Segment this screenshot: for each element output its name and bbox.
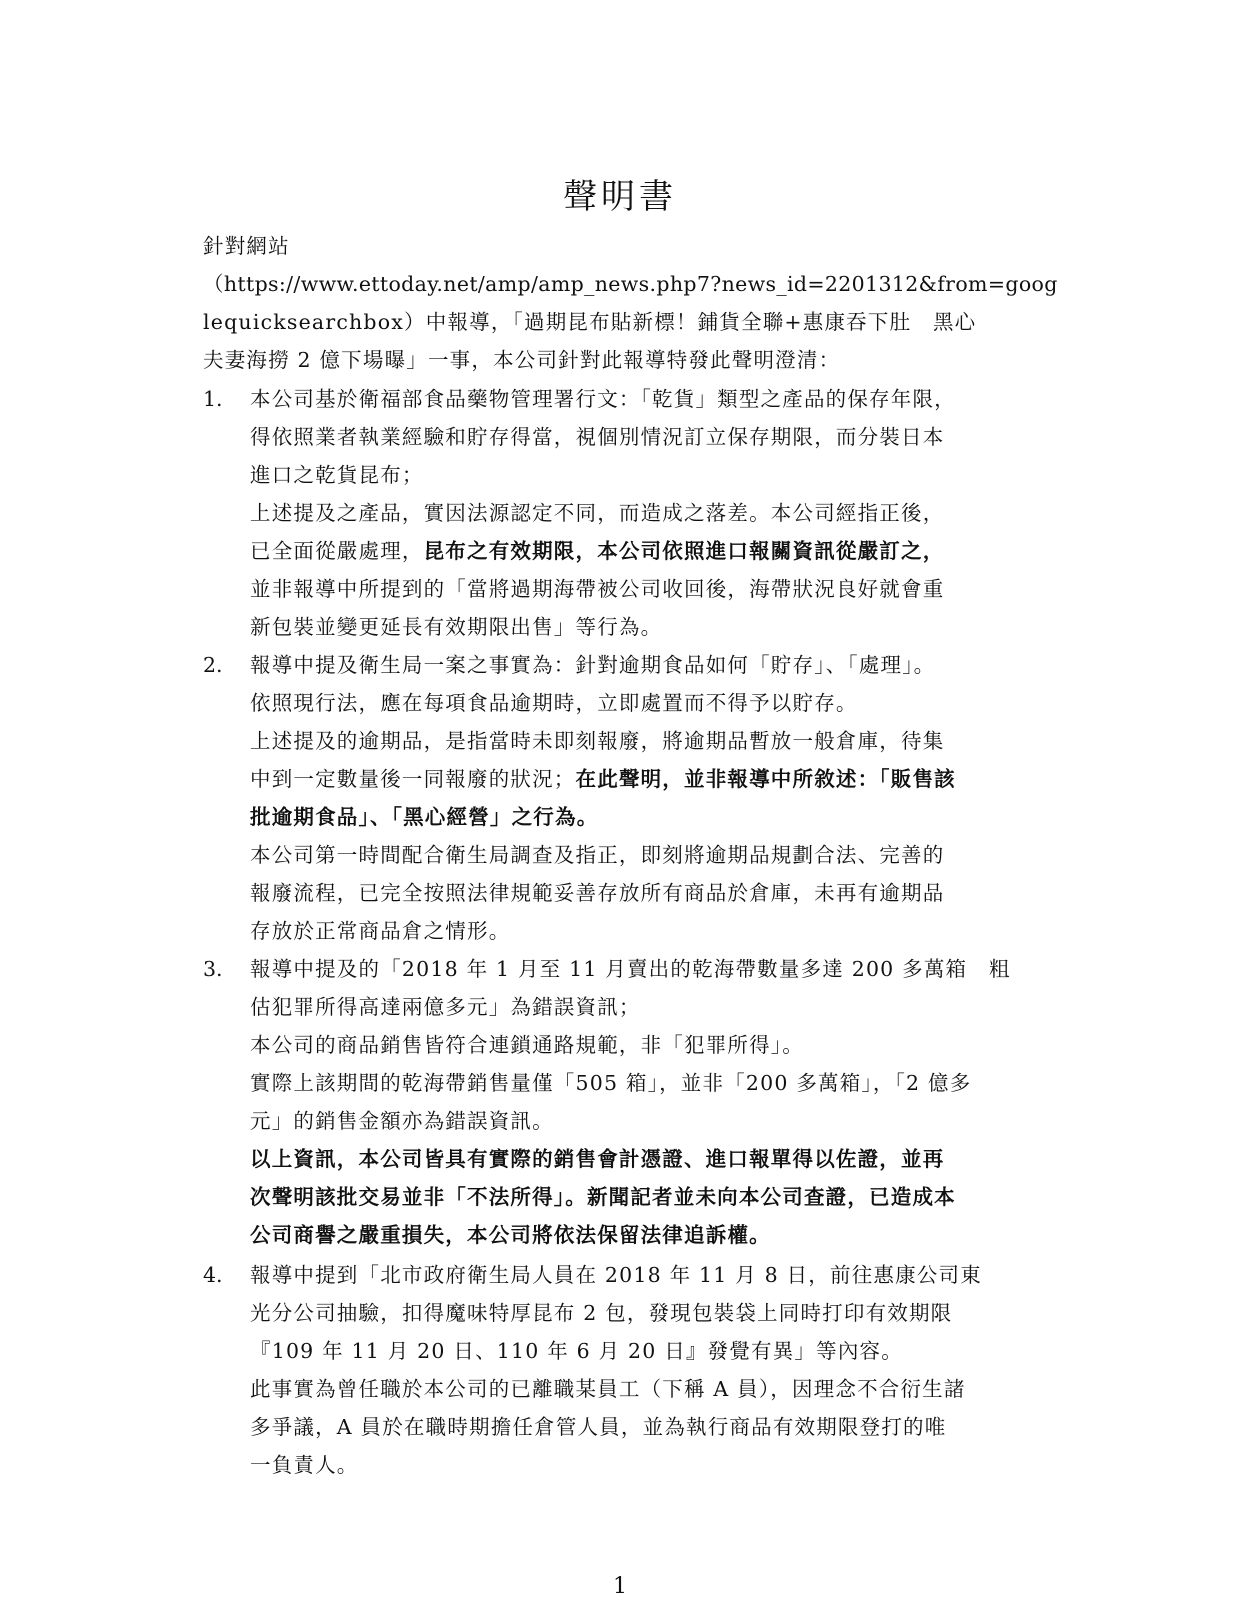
item-line: 多爭議，A 員於在職時期擔任倉管人員，並為執行商品有效期限登打的唯	[250, 1415, 947, 1439]
item-line: 上述提及的逾期品，是指當時未即刻報廢，將逾期品暫放一般倉庫，待集	[250, 729, 945, 753]
item-line: 本公司基於衛福部食品藥物管理署行文：「乾貨」類型之產品的保存年限，	[250, 387, 956, 411]
intro-line: lequicksearchbox）中報導，「過期昆布貼新標！鋪貨全聯+惠康吞下肚 黑心	[203, 310, 977, 334]
item-line: 報導中提及衛生局一案之事實為：針對逾期食品如何「貯存」、「處理」。	[250, 653, 936, 677]
item-line: 已全面從嚴處理，昆布之有效期限，本公司依照進口報關資訊從嚴訂之，	[250, 539, 945, 563]
item-line: 並非報導中所提到的「當將過期海帶被公司收回後，海帶狀況良好就會重	[250, 577, 945, 601]
intro-line: （https://www.ettoday.net/amp/amp_news.php7?news_id=2201312&from=goog	[203, 272, 1058, 296]
item-line: 本公司第一時間配合衛生局調查及指正，即刻將逾期品規劃合法、完善的	[250, 843, 945, 867]
item-line: 依照現行法，應在每項食品逾期時，立即處置而不得予以貯存。	[250, 691, 858, 715]
item-line: 新包裝並變更延長有效期限出售」等行為。	[250, 615, 663, 639]
item-line: 上述提及之產品，實因法源認定不同，而造成之落差。本公司經指正後，	[250, 501, 945, 525]
item-line: 以上資訊，本公司皆具有實際的銷售會計憑證、進口報單得以佐證，並再	[250, 1147, 945, 1171]
item-line: 此事實為曾任職於本公司的已離職某員工（下稱 A 員），因理念不合衍生諸	[250, 1377, 966, 1401]
intro-line: 夫妻海撈 2 億下場曝」一事，本公司針對此報導特發此聲明澄清：	[203, 348, 841, 372]
item-line: 實際上該期間的乾海帶銷售量僅「505 箱」，並非「200 多萬箱」，「2 億多	[250, 1071, 972, 1095]
intro-line: 針對網站	[203, 234, 290, 258]
item-line: 存放於正常商品倉之情形。	[250, 919, 511, 943]
item-line: 次聲明該批交易並非「不法所得」。新聞記者並未向本公司查證，已造成本	[250, 1185, 956, 1209]
item-line: 報廢流程，已完全按照法律規範妥善存放所有商品於倉庫，未再有逾期品	[250, 881, 945, 905]
document-title: 聲明書	[563, 177, 677, 217]
item-line: 中到一定數量後一同報廢的狀況；在此聲明，並非報導中所敘述：「販售該	[250, 767, 956, 791]
item-line: 元」的銷售金額亦為錯誤資訊。	[250, 1109, 554, 1133]
item-line: 報導中提及的「2018 年 1 月至 11 月賣出的乾海帶數量多達 200 多萬箱 粗	[250, 957, 1011, 981]
item-number: 4.	[203, 1263, 223, 1287]
item-line: 公司商譽之嚴重損失，本公司將依法保留法律追訴權。	[250, 1223, 771, 1247]
item-line: 『109 年 11 月 20 日、110 年 6 月 20 日』發覺有異」等內容。	[250, 1339, 903, 1363]
page-number: 1	[613, 1574, 627, 1599]
item-number: 1.	[203, 387, 223, 411]
item-line: 批逾期食品」、「黑心經營」之行為。	[250, 805, 599, 829]
item-line: 估犯罪所得高達兩億多元」為錯誤資訊；	[250, 995, 641, 1019]
item-line: 一負責人。	[250, 1453, 359, 1477]
item-line: 進口之乾貨昆布；	[250, 463, 424, 487]
item-number: 2.	[203, 653, 223, 677]
item-line: 得依照業者執業經驗和貯存得當，視個別情況訂立保存期限，而分裝日本	[250, 425, 945, 449]
item-line: 報導中提到「北市政府衛生局人員在 2018 年 11 月 8 日，前往惠康公司東	[250, 1263, 982, 1287]
item-number: 3.	[203, 957, 223, 981]
item-line: 本公司的商品銷售皆符合連鎖通路規範，非「犯罪所得」。	[250, 1033, 804, 1057]
item-line: 光分公司抽驗，扣得魔味特厚昆布 2 包，發現包裝袋上同時打印有效期限	[250, 1301, 953, 1325]
